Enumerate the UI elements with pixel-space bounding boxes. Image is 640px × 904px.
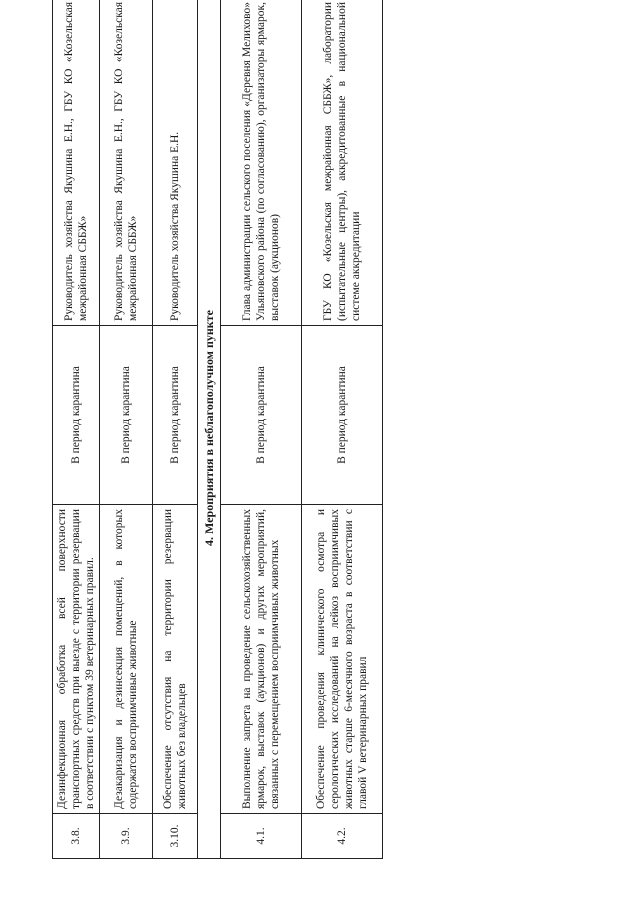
row-responsible: Глава администрации сельского поселения «Деревня Мелихово» Ульяновского района (по согласованию), организаторы ярмарок, выставок (аукционов) xyxy=(221,0,302,326)
row-event: Обеспечение отсутствия на территории резервации животных без владельцев xyxy=(153,505,198,814)
row-number: 3.10. xyxy=(153,814,198,859)
row-responsible: Руководитель хозяйства Якушина Е.Н., ГБУ КО «Козельская межрайонная СББЖ» xyxy=(100,0,153,326)
row-period: В период карантина xyxy=(100,326,153,505)
row-number: 4.2. xyxy=(302,814,383,859)
row-number: 3.8. xyxy=(53,814,100,859)
row-responsible: ГБУ КО «Козельская межрайонная СББЖ», лаборатории (испытательные центры), аккредитованные в национальной системе аккредитации xyxy=(302,0,383,326)
table-row xyxy=(100,0,153,859)
table-row xyxy=(221,0,302,859)
table-row xyxy=(302,0,383,859)
section-heading-row xyxy=(198,0,221,859)
row-event: Дезинфекционная обработка всей поверхности транспортных средств при выезде с территории резервации в соответствии с пунктом 39 ветеринарных правил. xyxy=(53,505,100,814)
row-event: Выполнение запрета на проведение сельскохозяйственных ярмарок, выставок (аукционов) и других мероприятий, связанных с перемещением восприимчивых животных xyxy=(221,505,302,814)
row-period: В период карантина xyxy=(53,326,100,505)
row-event: Дезакаризация и дезинсекция помещений, в которых содержатся восприимчивые животные xyxy=(100,505,153,814)
row-period: В период карантина xyxy=(221,326,302,505)
table-row xyxy=(153,0,198,859)
section-title: 4. Мероприятия в неблагополучном пункте xyxy=(198,0,221,859)
row-period: В период карантина xyxy=(302,326,383,505)
row-period: В период карантина xyxy=(153,326,198,505)
row-responsible: Руководитель хозяйства Якушина Е.Н., ГБУ КО «Козельская межрайонная СББЖ» xyxy=(53,0,100,326)
row-event: Обеспечение проведения клинического осмотра и серологических исследований на лейкоз восприимчивых животных старше 6-месячного возраста в соответствии с главой V ветеринарных правил xyxy=(302,505,383,814)
row-number: 3.9. xyxy=(100,814,153,859)
measures-table xyxy=(52,0,383,859)
row-responsible: Руководитель хозяйства Якушина Е.Н. xyxy=(153,0,198,326)
table-row xyxy=(53,0,100,859)
row-number: 4.1. xyxy=(221,814,302,859)
